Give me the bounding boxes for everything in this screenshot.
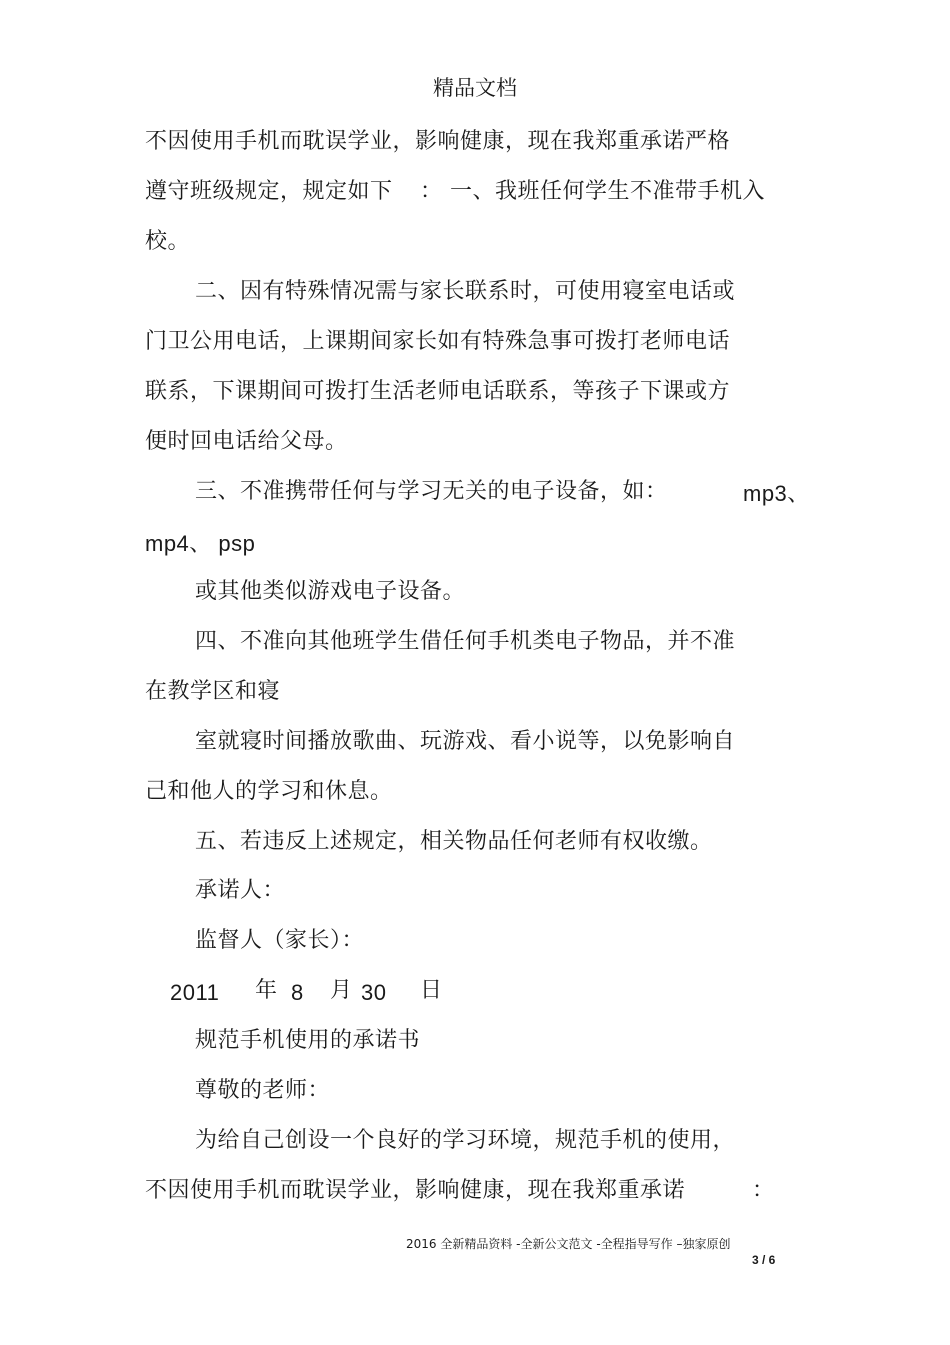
text-line: 承诺人： [195, 878, 286, 903]
text-line: mp4、 psp [145, 531, 256, 556]
text-line: 校。 [145, 229, 191, 254]
text-line: mp3、 [743, 481, 810, 506]
text-line: 己和他人的学习和休息。 [145, 779, 393, 804]
date-day: 30 [361, 980, 387, 1005]
text-line: 不因使用手机而耽误学业，影响健康，现在我郑重承诺严格 [145, 129, 731, 154]
text-line: 室就寝时间播放歌曲、玩游戏、看小说等，以免影响自 [195, 729, 736, 754]
text-line: 尊敬的老师： [195, 1078, 331, 1103]
text-line: 一、我班任何学生不准带手机入 [450, 179, 766, 204]
date-year: 2011 [170, 980, 220, 1005]
text-line: 二、因有特殊情况需与家长联系时，可使用寝室电话或 [195, 279, 736, 304]
date-day-unit: 日 [420, 978, 443, 1003]
date-month-unit: 月 [330, 978, 353, 1003]
text-line: 监督人（家长）： [195, 928, 365, 953]
text-line: ： [420, 179, 443, 204]
page-header-title: 精品文档 [433, 76, 517, 100]
text-line: 四、不准向其他班学生借任何手机类电子物品，并不准 [195, 629, 736, 654]
text-line: 在教学区和寝 [145, 679, 281, 704]
page-footer-text: 2016 全新精品资料 -全新公文范文 -全程指导写作 –独家原创 [406, 1237, 731, 1251]
text-line: 联系，下课期间可拨打生活老师电话联系，等孩子下课或方 [145, 379, 731, 404]
text-line: 门卫公用电话，上课期间家长如有特殊急事可拨打老师电话 [145, 329, 731, 354]
page-number: 3 / 6 [752, 1253, 776, 1267]
text-line: 规范手机使用的承诺书 [195, 1028, 421, 1053]
text-line: ： [752, 1178, 775, 1203]
date-month: 8 [291, 980, 304, 1005]
text-line: 为给自己创设一个良好的学习环境，规范手机的使用， [195, 1128, 736, 1153]
text-line: 遵守班级规定，规定如下 [145, 179, 393, 204]
text-line: 或其他类似游戏电子设备。 [195, 579, 466, 604]
text-line: 五、若违反上述规定，相关物品任何老师有权收缴。 [195, 829, 713, 854]
text-line: 便时回电话给父母。 [145, 429, 348, 454]
text-line: 三、不准携带任何与学习无关的电子设备，如： [195, 479, 668, 504]
date-year-unit: 年 [255, 978, 278, 1003]
text-line: 不因使用手机而耽误学业，影响健康，现在我郑重承诺 [145, 1178, 686, 1203]
